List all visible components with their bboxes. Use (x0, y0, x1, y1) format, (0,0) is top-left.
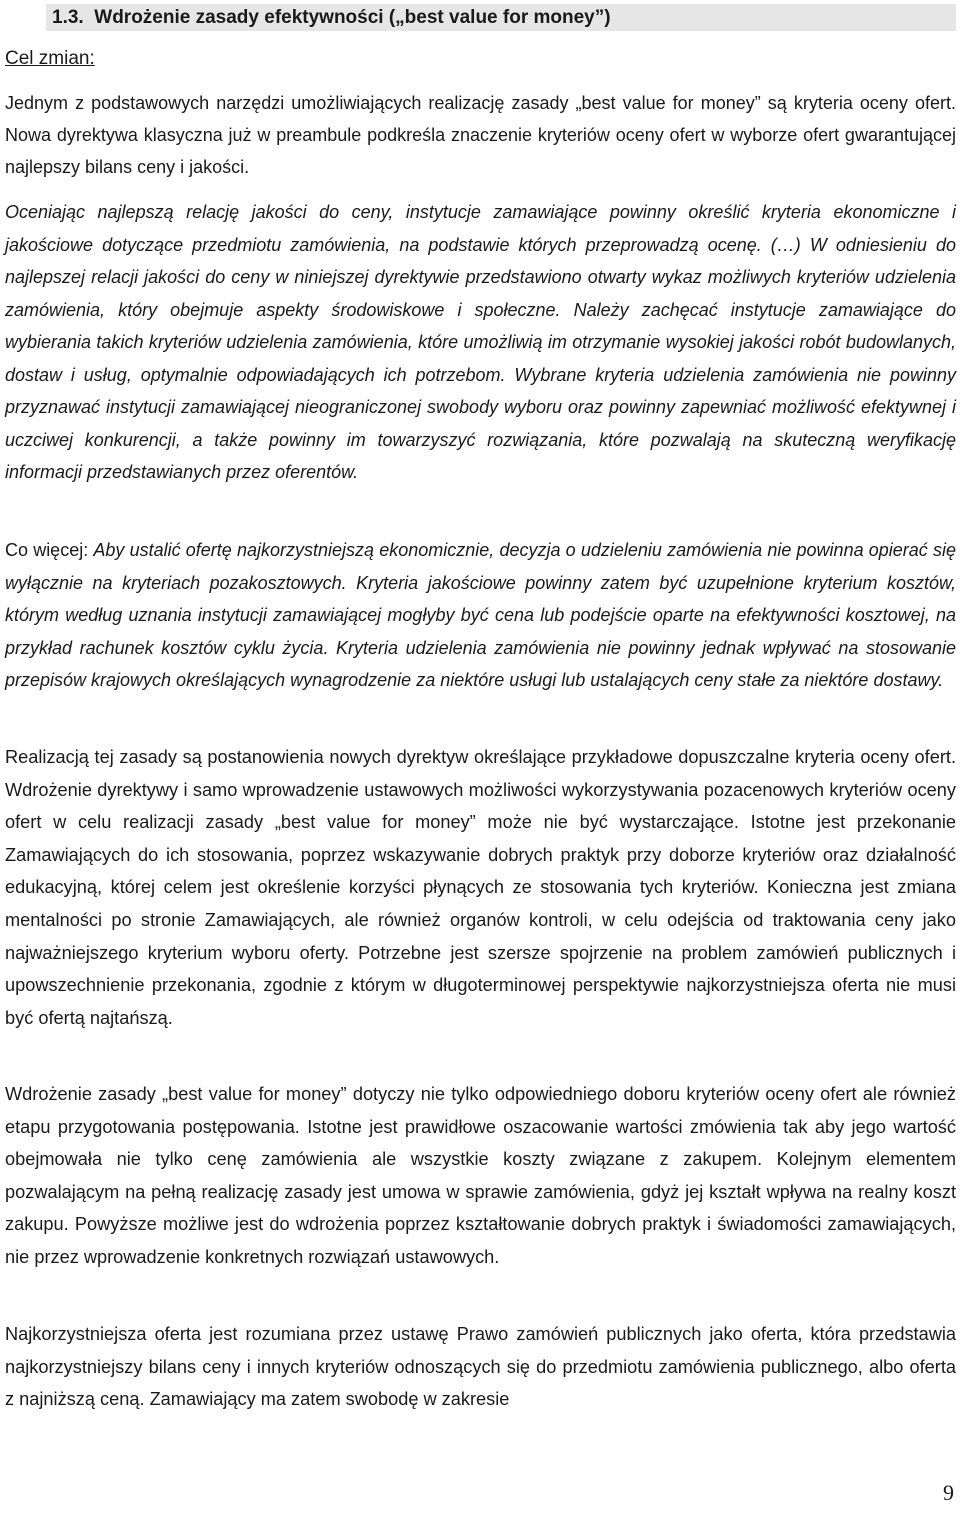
last-paragraph: Najkorzystniejsza oferta jest rozumiana przez ustawę Prawo zamówień publicznych jako oferta, która przedstawia najkorzystniejszy bilans ceny i innych kryteriów odnoszących się do przedmiotu zamówienia publicznego, albo oferta z najniższą ceną. Zamawiający ma zatem swobodę w zakresie (5, 1324, 956, 1409)
best-value-paragraph: Wdrożenie zasady „best value for money” dotyczy nie tylko odpowiedniego doboru kryteriów oceny ofert ale również etapu przygotowania postępowania. Istotne jest prawidłowe oszacowanie wartości zmówienia tak aby jego wartość obejmowała nie tylko cenę zamówienia ale wszystkie koszty związane z zakupem. Kolejnym elementem pozwalającym na pełną realizację zasady jest umowa w sprawie zamówienia, gdyż jej kształt wpływa na realny koszt zakupu. Powyższe możliwe jest do wdrożenia poprzez kształtowanie dobrych praktyk i świadomości zamawiających, nie przez wprowadzenie konkretnych rozwiązań ustawowych. (5, 1084, 956, 1267)
more-lead-text: Co więcej: (5, 540, 94, 560)
more-paragraph (5, 534, 956, 697)
more-quote-text: Aby ustalić ofertę najkorzystniejszą ekonomicznie, decyzja o udzieleniu zamówienia nie powinna opierać się wyłącznie na kryteriach pozakosztowych. Kryteria jakościowe powinny zatem być uzupełnione kryterium kosztów, którym według uznania instytucji zamawiającej mogłyby być cena lub podejście oparte na efektywności kosztowej, na przykład rachunek kosztów cyklu życia. Kryteria udzielenia zamówienia nie powinny jednak wpływać na stosowanie przepisów krajowych określających wynagrodzenie za niektóre usługi lub ustalających ceny stałe za niektóre dostawy. (5, 540, 956, 690)
directive-quote-paragraph: Oceniając najlepszą relację jakości do ceny, instytucje zamawiające powinny określić kryteria ekonomiczne i jakościowe dotyczące przedmiotu zamówienia, na podstawie których przeprowadzą ocenę. (…) W odniesieniu do najlepszej relacji jakości do ceny w niniejszej dyrektywie przedstawiono otwarty wykaz możliwych kryteriów udzielenia zamówienia, który obejmuje aspekty środowiskowe i społeczne. Należy zachęcać instytucje zamawiające do wybierania takich kryteriów udzielenia zamówienia, które umożliwią im otrzymanie wysokiej jakości robót budowlanych, dostaw i usług, optymalnie odpowiadających ich potrzebom. Wybrane kryteria udzielenia zamówienia nie powinny przyznawać instytucji zamawiającej nieograniczonej swobody wyboru oraz powinny zapewniać możliwość efektywnej i uczciwej konkurencji, a także powinny im towarzyszyć rozwiązania, które pozwalają na skuteczną weryfikację informacji przedstawianych przez oferentów. (5, 202, 956, 482)
realization-paragraph: Realizacją tej zasady są postanowienia nowych dyrektyw określające przykładowe dopuszczalne kryteria oceny ofert. Wdrożenie dyrektywy i samo wprowadzenie ustawowych możliwości wykorzystywania pozacenowych kryteriów oceny ofert w celu realizacji zasady „best value for money” może nie być wystarczające. Istotne jest przekonanie Zamawiających do ich stosowania, poprzez wskazywanie dobrych praktyk przy doborze kryteriów oraz działalność edukacyjną, której celem jest określenie korzyści płynących ze stosowania tych kryteriów. Konieczna jest zmiana mentalności po stronie Zamawiających, ale również organów kontroli, w celu odejścia od traktowania ceny jako najważniejszego kryterium wyboru oferty. Potrzebne jest szersze spojrzenie na problem zamówień publicznych i upowszechnienie przekonania, zgodnie z którym w długoterminowej perspektywie najkorzystniejsza oferta nie musi być ofertą najtańszą. (5, 747, 956, 1028)
section-heading (46, 4, 956, 31)
page-number: 9 (943, 1480, 954, 1505)
section-number: 1.3. (52, 7, 84, 28)
section-title: Wdrożenie zasady efektywności („best value for money”) (94, 7, 611, 28)
goal-label: Cel zmian: (5, 48, 95, 69)
intro-paragraph: Jednym z podstawowych narzędzi umożliwiających realizację zasady „best value for money” są kryteria oceny ofert. Nowa dyrektywa klasyczna już w preambule podkreśla znaczenie kryteriów oceny ofert w wyborze ofert gwarantującej najlepszy bilans ceny i jakości. (5, 93, 956, 177)
